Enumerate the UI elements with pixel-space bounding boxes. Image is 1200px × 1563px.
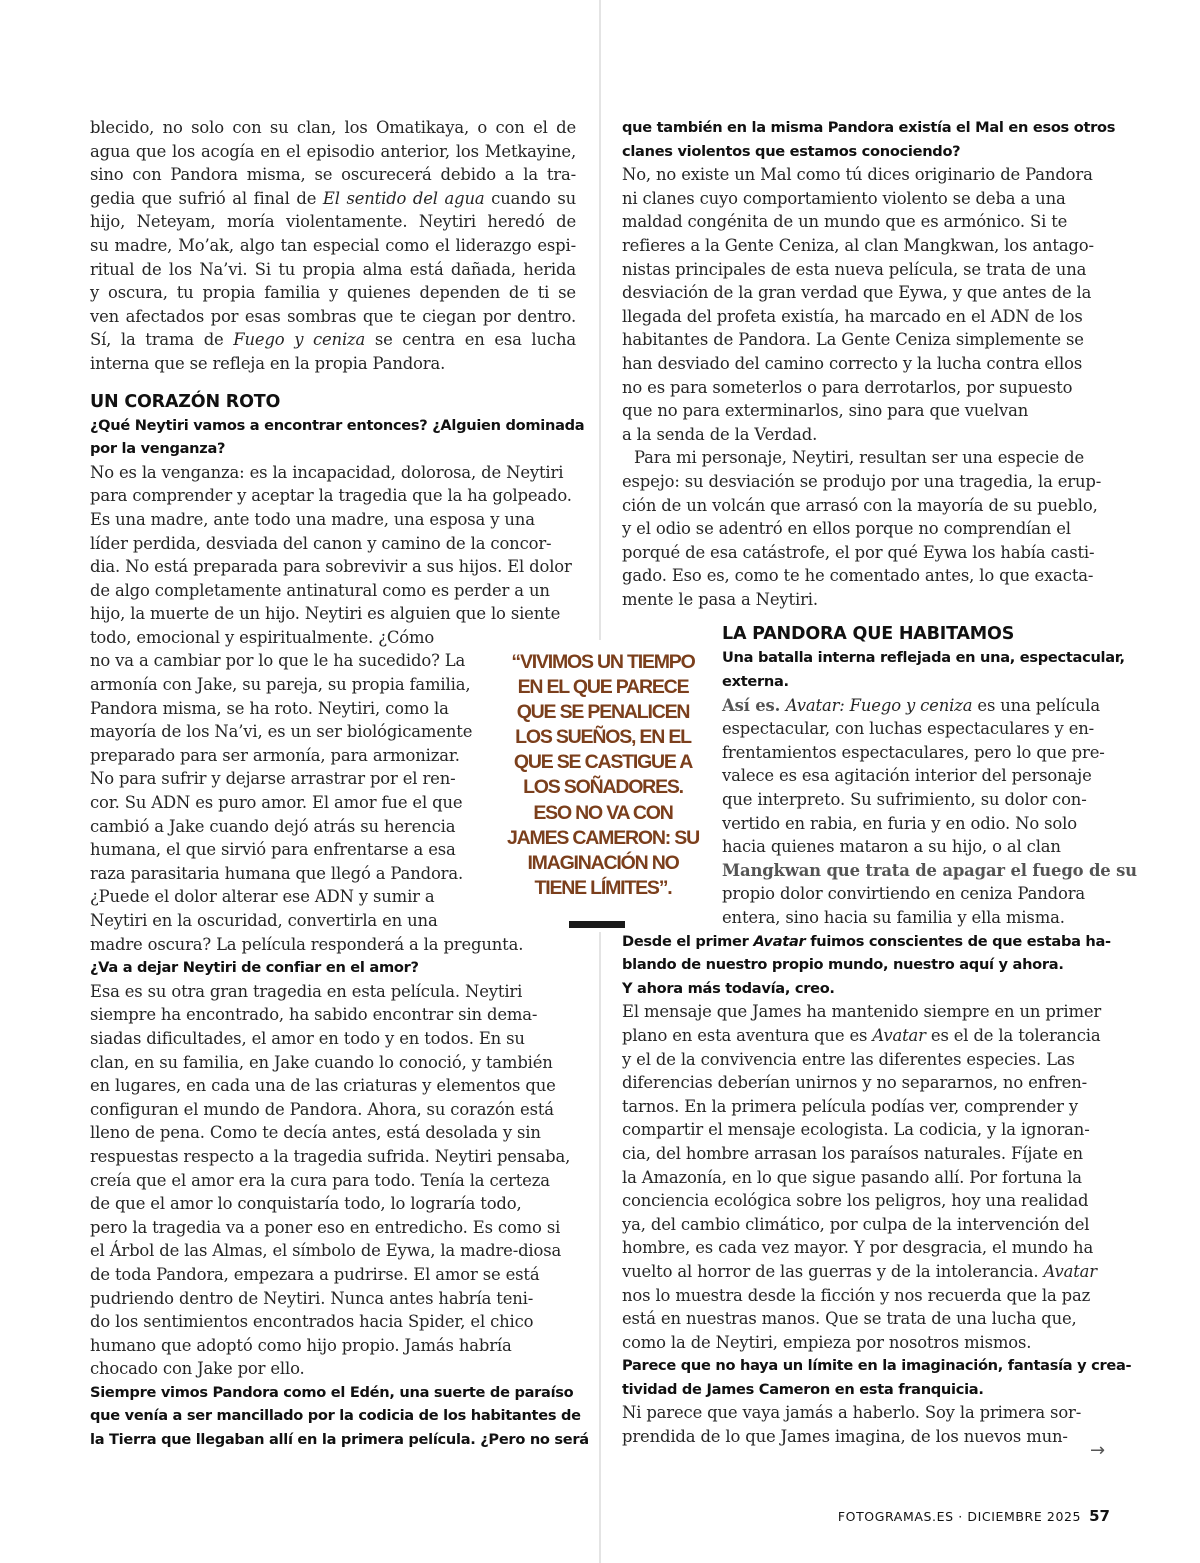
text-line: configuran el mundo de Pandora. Ahora, su corazón está <box>90 1099 554 1119</box>
column-divider-bottom <box>599 932 601 1563</box>
text-line: interna que se refleja en la propia Pandora. <box>90 353 446 373</box>
text-line: nos lo muestra desde la ficción y nos recuerda que la paz <box>622 1285 1091 1305</box>
text-line: clan, en su familia, en Jake cuando lo conoció, y también <box>90 1052 553 1072</box>
text-line: cia, del hombre arrasan los paraísos naturales. Fíjate en <box>622 1143 1083 1163</box>
text-line: espejo: su desviación se produjo por una tragedia, la erup- <box>622 471 1102 491</box>
text-line: como la de Neytiri, empieza por nosotros mismos. <box>622 1332 1032 1352</box>
answer-2 <box>90 980 576 1381</box>
text-line: Y ahora más todavía, creo. <box>622 979 835 997</box>
page-footer <box>838 1507 1110 1525</box>
text-line: clanes violentos que estamos conociendo? <box>622 142 961 160</box>
italic-title: Avatar <box>1043 1261 1097 1281</box>
text-segment: es una película <box>972 695 1100 715</box>
question-3-continued <box>622 116 1116 163</box>
text-line: blando de nuestro propio mundo, nuestro aquí y ahora. <box>622 956 1064 974</box>
text-line: han desviado del camino correcto y la lucha contra ellos <box>622 353 1083 373</box>
text-segment: gedia que sufrió al final de <box>90 188 323 208</box>
text-line: No, no existe un Mal como tú dices originario de Pandora <box>622 165 1093 185</box>
page-number: 57 <box>1089 1507 1110 1525</box>
text-line: ven afectados por esas sombras que te ciegan por dentro. <box>90 306 576 326</box>
question-5 <box>622 930 1110 1001</box>
italic-title: El sentido del agua <box>322 188 485 208</box>
text-line: ritual de los Na’vi. Si tu propia alma está dañada, herida <box>90 259 576 279</box>
text-segment: es el de la tolerancia <box>925 1025 1101 1045</box>
text-line: compartir el mensaje ecologista. La codicia, y la ignoran- <box>622 1120 1090 1140</box>
right-column <box>622 116 1137 1449</box>
text-line: blecido, no solo con su clan, los Omatikaya, o con el de <box>90 118 576 137</box>
answer-6 <box>622 1401 1110 1448</box>
text-segment: se centra en esa lucha <box>365 330 576 350</box>
text-segment: Sí, la trama de <box>90 330 234 350</box>
text-line: siempre ha encontrado, ha sabido encontrar sin dema- <box>90 1005 538 1025</box>
pull-quote-line: QUE SE CASTIGUE A <box>513 751 693 774</box>
text-line: Siempre vimos Pandora como el Edén, una suerte de paraíso <box>90 1383 574 1401</box>
text-line: creía que el amor era la cura para todo. Tenía la certeza <box>90 1170 550 1190</box>
text-line: preparado para ser armonía, para armonizar. <box>90 745 460 765</box>
text-line: frentamientos espectaculares, pero lo que pre- <box>722 742 1105 762</box>
text-line: gado. Eso es, como te he comentado antes, lo que exacta- <box>622 566 1094 586</box>
text-line: todo, emocional y espiritualmente. ¿Cómo <box>90 627 435 647</box>
question-6 <box>622 1354 1132 1401</box>
text-line: pudriendo dentro de Neytiri. Nunca antes habría teni- <box>90 1288 534 1308</box>
text-segment: fuimos conscientes de que estaba ha- <box>805 932 1111 950</box>
text-line: llegada del profeta existía, ha marcado en el ADN de los <box>622 306 1083 326</box>
text-line: No es la venganza: es la incapacidad, dolorosa, de Neytiri <box>90 462 564 482</box>
text-segment: Desde el primer <box>622 932 754 950</box>
text-line: maldad congénita de un mundo que es armónico. Si te <box>622 212 1068 232</box>
lead-in: Así es. <box>722 695 786 715</box>
text-line: Parece que no haya un límite en la imaginación, fantasía y crea- <box>622 1357 1132 1375</box>
italic-title: Avatar <box>753 932 806 950</box>
text-line: el Árbol de las Almas, el símbolo de Eywa, la madre-diosa <box>90 1241 562 1261</box>
text-line <box>90 328 576 352</box>
text-segment: plano en esta aventura que es <box>622 1025 873 1045</box>
text-line <box>622 930 1110 954</box>
text-line: no va a cambiar por lo que le ha sucedido? La <box>90 651 466 671</box>
text-line: de que el amor lo conquistaría todo, lo lograría todo, <box>90 1194 522 1214</box>
answer-3 <box>622 163 1110 446</box>
text-line: espectacular, con luchas espectaculares y en- <box>722 719 1095 739</box>
answer-5 <box>622 1000 1110 1354</box>
text-line: desviación de la gran verdad que Eywa, y que antes de la <box>622 283 1092 303</box>
pull-quote-line: TIENE LÍMITES”. <box>534 876 672 899</box>
text-line: sino con Pandora misma, se oscurecerá debido a la tra- <box>90 165 576 185</box>
text-line: prendida de lo que James imagina, de los nuevos mun- <box>622 1427 1068 1447</box>
answer-3b <box>622 446 1110 611</box>
question-1 <box>90 414 585 461</box>
question-3 <box>90 1381 589 1452</box>
section-heading-pandora: LA PANDORA QUE HABITAMOS <box>722 624 1015 645</box>
continue-arrow-icon: → <box>1090 1440 1106 1461</box>
text-line: valece es esa agitación interior del personaje <box>722 766 1092 786</box>
italic-title: Avatar <box>872 1025 926 1045</box>
text-line: propio dolor convirtiendo en ceniza Pandora <box>722 884 1086 904</box>
text-line: siadas dificultades, el amor en todo y en todos. En su <box>90 1028 525 1048</box>
text-line: está en nuestras manos. Que se trata de una lucha que, <box>622 1309 1077 1329</box>
text-line: no es para someterlos o para derrotarlos, por supuesto <box>622 377 1073 397</box>
text-line: de algo completamente antinatural como es perder a un <box>90 580 550 600</box>
text-line: chocado con Jake por ello. <box>90 1359 305 1379</box>
column-divider-top <box>599 0 601 640</box>
text-line: y el de la convivencia entre las diferentes especies. Las <box>622 1049 1075 1069</box>
pull-quote-line: LOS SOÑADORES. <box>523 776 683 799</box>
text-line: dia. No está preparada para sobrevivir a sus hijos. El dolor <box>90 557 572 577</box>
text-line: ni clanes cuyo comportamiento violento se deba a una <box>622 188 1066 208</box>
text-line: entera, sino hacia su familia y ella misma. <box>722 908 1065 927</box>
answer-4 <box>722 694 1137 930</box>
text-line: Neytiri en la oscuridad, convertirla en una <box>90 911 438 930</box>
question-4 <box>722 646 1125 693</box>
text-line: vertido en rabia, en furia y en odio. No solo <box>722 813 1077 833</box>
text-line: El mensaje que James ha mantenido siempre en un primer <box>622 1002 1102 1022</box>
text-line: Esa es su otra gran tragedia en esta película. Neytiri <box>90 981 523 1001</box>
text-line: cambió a Jake cuando dejó atrás su herencia <box>90 816 456 836</box>
text-segment: cuando su <box>484 188 577 208</box>
text-line: que interpreto. Su sufrimiento, su dolor con- <box>722 790 1087 810</box>
pull-quote-line: LOS SUEÑOS, EN EL <box>515 726 691 749</box>
text-line: por la venganza? <box>90 440 226 458</box>
italic-title: Fuego y ceniza <box>233 330 366 350</box>
text-line: que también en la misma Pandora existía el Mal en esos otros <box>622 119 1116 136</box>
text-line: nistas principales de esta nueva película, se trata de una <box>622 259 1087 279</box>
text-line: la Amazonía, en lo que sigue pasando allí. Por fortuna la <box>622 1167 1082 1187</box>
text-line <box>722 694 1110 718</box>
text-line: Mangkwan que trata de apagar el fuego de su <box>722 860 1137 880</box>
text-line: que venía a ser mancillado por la codicia de los habitantes de <box>90 1407 581 1425</box>
text-line: humana, el que sirvió para enfrentarse a esa <box>90 840 456 860</box>
text-line: armonía con Jake, su pareja, su propia familia, <box>90 675 471 695</box>
text-line: conciencia ecológica sobre los peligros, hoy una realidad <box>622 1191 1089 1211</box>
section-heading-corazon-roto: UN CORAZÓN ROTO <box>90 391 281 412</box>
text-line: su madre, Mo’ak, algo tan especial como el liderazgo espi- <box>90 235 576 255</box>
text-line: refieres a la Gente Ceniza, al clan Mangkwan, los antago- <box>622 235 1094 255</box>
pull-quote-line: ESO NO VA CON <box>533 801 673 824</box>
pull-quote-line: “VIVIMOS UN TIEMPO <box>511 651 695 673</box>
text-line: tarnos. En la primera película podías ver, comprender y <box>622 1096 1078 1116</box>
text-line: mente le pasa a Neytiri. <box>622 589 818 609</box>
text-line: externa. <box>722 673 789 691</box>
text-line: en lugares, en cada una de las criaturas y elementos que <box>90 1076 556 1096</box>
section-pandora-block <box>722 622 1137 929</box>
text-line: Es una madre, ante todo una madre, una esposa y una <box>90 509 535 529</box>
answer-1 <box>90 461 576 626</box>
text-line: diferencias deberían unirnos y no separarnos, no enfren- <box>622 1073 1088 1093</box>
text-line: No para sufrir y dejarse arrastrar por el ren- <box>90 769 456 789</box>
text-line: y oscura, tu propia familia y quienes dependen de ti se <box>90 283 576 303</box>
text-line: ¿Qué Neytiri vamos a encontrar entonces? ¿Alguien dominada <box>90 416 585 434</box>
text-line: la Tierra que llegaban allí en la primera película. ¿Pero no será <box>90 1431 589 1449</box>
text-line: madre oscura? La película responderá a la pregunta. <box>90 934 524 954</box>
text-line: Pandora misma, se ha roto. Neytiri, como la <box>90 698 449 718</box>
text-line: a la senda de la Verdad. <box>622 424 818 444</box>
text-line: de toda Pandora, empezara a pudrirse. El amor se está <box>90 1264 540 1284</box>
text-line: Para mi personaje, Neytiri, resultan ser una especie de <box>634 448 1085 468</box>
text-segment: vuelto al horror de las guerras y de la intolerancia. <box>622 1261 1044 1281</box>
text-line: para comprender y aceptar la tragedia que la ha golpeado. <box>90 486 572 506</box>
text-line: líder perdida, desviada del canon y camino de la concor- <box>90 533 552 553</box>
text-line: Una batalla interna reflejada en una, espectacular, <box>722 649 1125 667</box>
text-line: raza parasitaria humana que llegó a Pandora. <box>90 863 464 883</box>
text-line: ya, del cambio climático, por culpa de la intervención del <box>622 1214 1090 1234</box>
text-line: tividad de James Cameron en esta franquicia. <box>622 1380 984 1398</box>
text-line: respuestas respecto a la tragedia sufrida. Neytiri pensaba, <box>90 1146 571 1166</box>
text-line: ción de un volcán que arrasó con la mayoría de su pueblo, <box>622 495 1098 515</box>
publication-date: FOTOGRAMAS.ES · DICIEMBRE 2025 <box>837 1509 1082 1524</box>
pull-quote-rule <box>569 921 625 928</box>
text-line: Ni parece que vaya jamás a haberlo. Soy la primera sor- <box>622 1403 1082 1423</box>
pull-quote-line: EN EL QUE PARECE <box>517 676 689 699</box>
text-line: que no para exterminarlos, sino para que vuelvan <box>622 401 1029 421</box>
text-line <box>90 187 576 211</box>
text-line: do los sentimientos encontrados hacia Spider, el chico <box>90 1312 534 1332</box>
text-line: hombre, es cada vez mayor. Y por desgracia, el mundo ha <box>622 1238 1094 1258</box>
text-line: lleno de pena. Como te decía antes, está desolada y sin <box>90 1123 541 1143</box>
text-line: y el odio se adentró en ellos porque no comprendían el <box>622 519 1071 539</box>
question-2: ¿Va a dejar Neytiri de confiar en el amor? <box>90 959 419 977</box>
text-line: hijo, Neteyam, moría violentamente. Neytiri heredó de <box>90 212 576 232</box>
text-line: agua que los acogía en el episodio anterior, los Metkayine, <box>90 141 576 161</box>
italic-title: Avatar: Fuego y ceniza <box>785 695 973 715</box>
pull-quote-line: QUE SE PENALICEN <box>516 701 690 724</box>
text-line: hijo, la muerte de un hijo. Neytiri es alguien que lo siente <box>90 604 561 624</box>
text-line: hacia quienes mataron a su hijo, o al clan <box>722 837 1061 857</box>
text-line: pero la tragedia va a poner eso en entredicho. Es como si <box>90 1217 561 1237</box>
intro-paragraph <box>90 116 576 376</box>
pull-quote-line: IMAGINACIÓN NO <box>527 851 679 874</box>
text-line: cor. Su ADN es puro amor. El amor fue el que <box>90 793 463 813</box>
text-line <box>622 1260 1110 1284</box>
text-line: habitantes de Pandora. La Gente Ceniza simplemente se <box>622 330 1084 350</box>
pull-quote-line: JAMES CAMERON: SU <box>507 826 699 849</box>
text-line: ¿Puede el dolor alterar ese ADN y sumir a <box>90 887 435 907</box>
text-line: humano que adoptó como hijo propio. Jamás habría <box>90 1335 512 1355</box>
text-line: porqué de esa catástrofe, el por qué Eywa los había casti- <box>622 542 1095 562</box>
text-line <box>622 1024 1110 1048</box>
text-line: mayoría de los Na’vi, es un ser biológicamente <box>90 722 473 742</box>
